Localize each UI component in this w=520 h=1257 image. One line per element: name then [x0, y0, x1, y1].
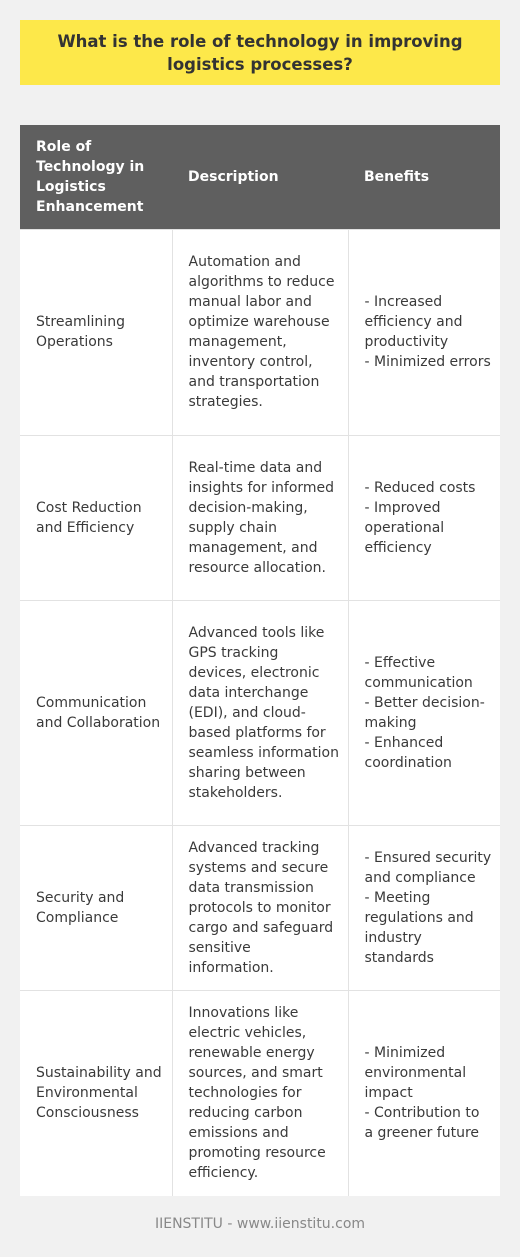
- cell-benefits: - Effective communication - Better decision-making - Enhanced coordination: [348, 600, 500, 825]
- cell-role: Sustainability and Environmental Consciousness: [20, 990, 172, 1196]
- technology-roles-table: [20, 125, 500, 1196]
- table-row: [20, 990, 500, 1196]
- cell-description: Real-time data and insights for informed decision-making, supply chain management, and resource allocation.: [172, 435, 348, 600]
- table-row: [20, 600, 500, 825]
- cell-role: Communication and Collaboration: [20, 600, 172, 825]
- title-banner: [20, 20, 500, 85]
- table-row: [20, 435, 500, 600]
- cell-role: Streamlining Operations: [20, 229, 172, 435]
- page-title: What is the role of technology in improving logistics processes?: [57, 31, 463, 74]
- cell-benefits: - Minimized environmental impact - Contribution to a greener future: [348, 990, 500, 1196]
- header-description: Description: [172, 125, 348, 229]
- cell-benefits: - Ensured security and compliance - Meeting regulations and industry standards: [348, 825, 500, 990]
- cell-benefits: - Increased efficiency and productivity - Minimized errors: [348, 229, 500, 435]
- cell-description: Advanced tracking systems and secure data transmission protocols to monitor cargo and safeguard sensitive information.: [172, 825, 348, 990]
- cell-role: Cost Reduction and Efficiency: [20, 435, 172, 600]
- cell-description: Innovations like electric vehicles, renewable energy sources, and smart technologies for reducing carbon emissions and promoting resource efficiency.: [172, 990, 348, 1196]
- footer-credit: IIENSTITU - www.iienstitu.com: [154, 1216, 366, 1232]
- header-role: Role of Technology in Logistics Enhancement: [20, 125, 172, 229]
- table-header-row: [20, 125, 500, 229]
- cell-description: Advanced tools like GPS tracking devices, electronic data interchange (EDI), and cloud-based platforms for seamless information sharing between stakeholders.: [172, 600, 348, 825]
- table-row: [20, 825, 500, 990]
- header-benefits: Benefits: [348, 125, 500, 229]
- cell-role: Security and Compliance: [20, 825, 172, 990]
- cell-benefits: - Reduced costs - Improved operational efficiency: [348, 435, 500, 600]
- table-row: [20, 229, 500, 435]
- cell-description: Automation and algorithms to reduce manual labor and optimize warehouse management, inventory control, and transportation strategies.: [172, 229, 348, 435]
